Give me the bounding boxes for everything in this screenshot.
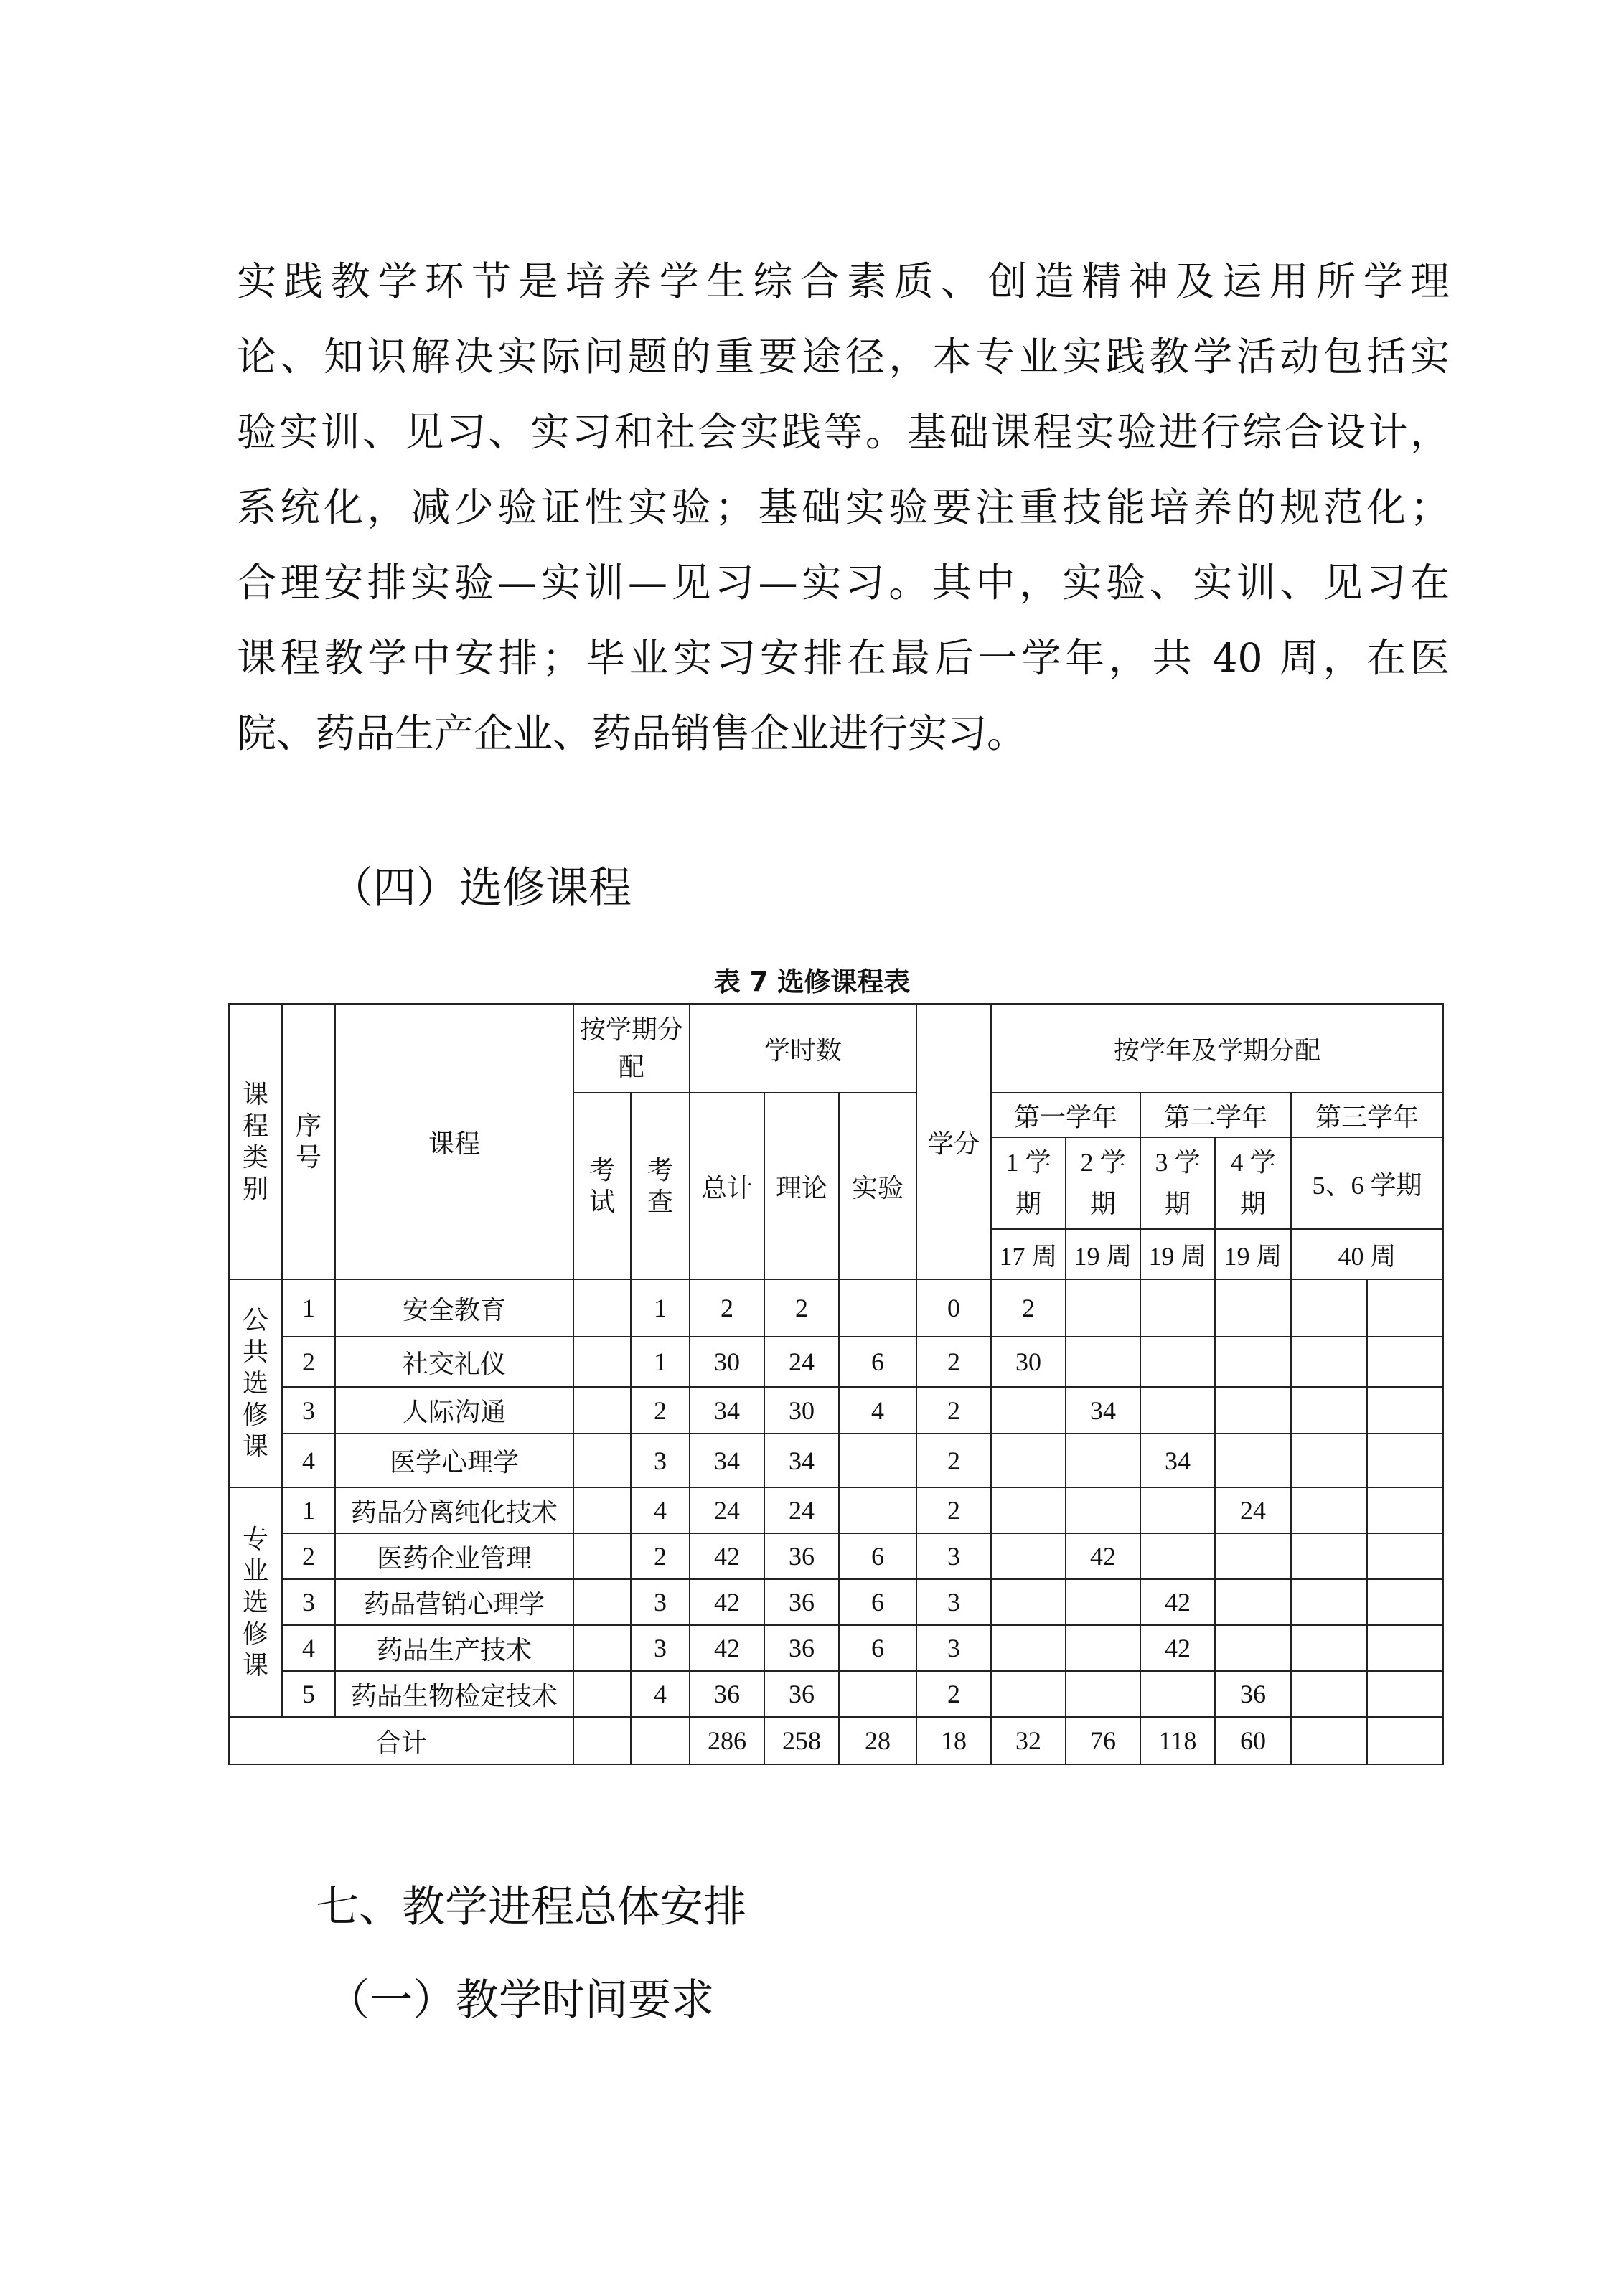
seq-cell: 3 (282, 1579, 335, 1625)
table-row (229, 1487, 1443, 1533)
header-weeks1: 17 周 (991, 1229, 1066, 1279)
term5-cell (1291, 1434, 1367, 1487)
exam-cell (573, 1533, 631, 1579)
header-course: 课程 (335, 1004, 573, 1279)
term3-cell (1140, 1387, 1215, 1434)
header-year2: 第二学年 (1140, 1093, 1291, 1137)
total-lab-cell: 28 (839, 1717, 916, 1764)
chapter-heading: 七、教学进程总体安排 (316, 1882, 746, 1932)
seq-cell: 1 (282, 1487, 335, 1533)
term2-cell (1066, 1279, 1140, 1337)
lab-cell: 6 (839, 1625, 916, 1671)
total-t3-cell: 118 (1140, 1717, 1215, 1764)
credit-cell: 3 (916, 1579, 991, 1625)
term3-cell (1140, 1279, 1215, 1337)
header-category: 课 程 类 别 (229, 1004, 282, 1279)
term6-cell (1367, 1579, 1443, 1625)
term4-cell (1215, 1434, 1291, 1487)
header-year-alloc: 按学年及学期分配 (991, 1004, 1443, 1093)
category-cell: 专 业 选 修 课 (229, 1487, 282, 1717)
intro-paragraph (237, 244, 1450, 771)
lab-cell (839, 1279, 916, 1337)
course-cell: 安全教育 (335, 1279, 573, 1337)
term1-cell: 2 (991, 1279, 1066, 1337)
category-cell: 公 共 选 修 课 (229, 1279, 282, 1487)
table-row (229, 1337, 1443, 1387)
check-cell: 2 (631, 1533, 690, 1579)
term6-cell (1367, 1533, 1443, 1579)
elective-course-table (228, 1003, 1444, 1765)
header-theory: 理论 (764, 1093, 839, 1279)
paragraph-line: 院、药品生产企业、药品销售企业进行实习。 (237, 710, 1027, 756)
term3-cell: 34 (1140, 1434, 1215, 1487)
exam-cell (573, 1579, 631, 1625)
term4-cell: 36 (1215, 1671, 1291, 1717)
term3-cell (1140, 1487, 1215, 1533)
header-term3: 3 学 期 (1140, 1137, 1215, 1229)
exam-cell (573, 1279, 631, 1337)
term3-cell (1140, 1533, 1215, 1579)
header-weeks2: 19 周 (1066, 1229, 1140, 1279)
check-cell: 4 (631, 1487, 690, 1533)
term1-cell (991, 1434, 1066, 1487)
term6-cell (1367, 1279, 1443, 1337)
total-row (229, 1717, 1443, 1764)
total-cell: 42 (690, 1533, 764, 1579)
term5-cell (1291, 1487, 1367, 1533)
term2-cell (1066, 1671, 1140, 1717)
paragraph-line: 合理安排实验—实训—见习—实习。其中，实验、实训、见习在 (237, 560, 1450, 606)
term3-cell: 42 (1140, 1579, 1215, 1625)
term4-cell (1215, 1337, 1291, 1387)
header-lab: 实验 (839, 1093, 916, 1279)
check-cell: 3 (631, 1434, 690, 1487)
term4-cell (1215, 1279, 1291, 1337)
term4-cell (1215, 1579, 1291, 1625)
term4-cell: 24 (1215, 1487, 1291, 1533)
term2-cell (1066, 1434, 1140, 1487)
exam-cell (573, 1625, 631, 1671)
theory-cell: 36 (764, 1625, 839, 1671)
header-term2: 2 学 期 (1066, 1137, 1140, 1229)
term3-cell: 42 (1140, 1625, 1215, 1671)
term4-cell (1215, 1625, 1291, 1671)
check-cell: 1 (631, 1337, 690, 1387)
seq-cell: 4 (282, 1625, 335, 1671)
total-t4-cell: 60 (1215, 1717, 1291, 1764)
credit-cell: 2 (916, 1434, 991, 1487)
theory-cell: 2 (764, 1279, 839, 1337)
total-total-cell: 286 (690, 1717, 764, 1764)
term2-cell (1066, 1579, 1140, 1625)
subsection-heading: （一）教学时间要求 (327, 1975, 714, 2026)
table-row (229, 1579, 1443, 1625)
course-cell: 人际沟通 (335, 1387, 573, 1434)
term1-cell (991, 1487, 1066, 1533)
term5-cell (1291, 1717, 1367, 1764)
total-cell: 24 (690, 1487, 764, 1533)
term3-cell (1140, 1337, 1215, 1387)
term5-cell (1291, 1579, 1367, 1625)
total-cell: 2 (690, 1279, 764, 1337)
theory-cell: 36 (764, 1671, 839, 1717)
header-credit: 学分 (916, 1004, 991, 1279)
exam-cell (573, 1717, 631, 1764)
header-term-alloc: 按学期分配 (573, 1004, 690, 1093)
header-term4: 4 学 期 (1215, 1137, 1291, 1229)
seq-cell: 3 (282, 1387, 335, 1434)
check-cell: 3 (631, 1579, 690, 1625)
credit-cell: 3 (916, 1625, 991, 1671)
paragraph-line: 论、知识解决实际问题的重要途径，本专业实践教学活动包括实 (237, 334, 1450, 380)
course-cell: 药品营销心理学 (335, 1579, 573, 1625)
total-t1-cell: 32 (991, 1717, 1066, 1764)
table-row (229, 1671, 1443, 1717)
total-cell: 34 (690, 1387, 764, 1434)
check-cell: 3 (631, 1625, 690, 1671)
header-weeks3: 19 周 (1140, 1229, 1215, 1279)
exam-cell (573, 1434, 631, 1487)
term2-cell (1066, 1625, 1140, 1671)
theory-cell: 24 (764, 1337, 839, 1387)
paragraph-line: 系统化，减少验证性实验；基础实验要注重技能培养的规范化； (237, 484, 1450, 530)
credit-cell: 2 (916, 1337, 991, 1387)
term3-cell (1140, 1671, 1215, 1717)
total-label-cell: 合计 (229, 1717, 573, 1764)
header-weeks56: 40 周 (1291, 1229, 1443, 1279)
lab-cell: 6 (839, 1337, 916, 1387)
exam-cell (573, 1487, 631, 1533)
seq-cell: 4 (282, 1434, 335, 1487)
term6-cell (1367, 1717, 1443, 1764)
seq-cell: 5 (282, 1671, 335, 1717)
header-check: 考 查 (631, 1093, 690, 1279)
exam-cell (573, 1387, 631, 1434)
lab-cell: 6 (839, 1579, 916, 1625)
term2-cell: 34 (1066, 1387, 1140, 1434)
total-cell: 34 (690, 1434, 764, 1487)
total-t2-cell: 76 (1066, 1717, 1140, 1764)
term5-cell (1291, 1279, 1367, 1337)
header-weeks4: 19 周 (1215, 1229, 1291, 1279)
header-total: 总计 (690, 1093, 764, 1279)
total-theory-cell: 258 (764, 1717, 839, 1764)
term5-cell (1291, 1387, 1367, 1434)
header-hours: 学时数 (690, 1004, 916, 1093)
course-cell: 社交礼仪 (335, 1337, 573, 1387)
paragraph-line: 实践教学环节是培养学生综合素质、创造精神及运用所学理 (237, 258, 1450, 304)
header-seq: 序 号 (282, 1004, 335, 1279)
seq-cell: 1 (282, 1279, 335, 1337)
section-heading-electives: （四）选修课程 (330, 863, 632, 913)
term2-cell (1066, 1487, 1140, 1533)
header-year3: 第三学年 (1291, 1093, 1443, 1137)
term1-cell (991, 1671, 1066, 1717)
lab-cell (839, 1671, 916, 1717)
header-exam: 考 试 (573, 1093, 631, 1279)
exam-cell (573, 1337, 631, 1387)
check-cell: 4 (631, 1671, 690, 1717)
theory-cell: 36 (764, 1579, 839, 1625)
term1-cell: 30 (991, 1337, 1066, 1387)
term4-cell (1215, 1533, 1291, 1579)
paragraph-line: 课程教学中安排；毕业实习安排在最后一学年，共 40 周，在医 (237, 635, 1450, 681)
theory-cell: 30 (764, 1387, 839, 1434)
term5-cell (1291, 1625, 1367, 1671)
theory-cell: 36 (764, 1533, 839, 1579)
credit-cell: 2 (916, 1487, 991, 1533)
course-cell: 医药企业管理 (335, 1533, 573, 1579)
header-term56: 5、6 学期 (1291, 1137, 1443, 1229)
credit-cell: 2 (916, 1387, 991, 1434)
lab-cell: 6 (839, 1533, 916, 1579)
term6-cell (1367, 1434, 1443, 1487)
term2-cell: 42 (1066, 1533, 1140, 1579)
total-cell: 30 (690, 1337, 764, 1387)
term6-cell (1367, 1487, 1443, 1533)
total-cell: 42 (690, 1579, 764, 1625)
seq-cell: 2 (282, 1337, 335, 1387)
seq-cell: 2 (282, 1533, 335, 1579)
credit-cell: 3 (916, 1533, 991, 1579)
table-row (229, 1625, 1443, 1671)
term1-cell (991, 1579, 1066, 1625)
course-cell: 药品生产技术 (335, 1625, 573, 1671)
term6-cell (1367, 1337, 1443, 1387)
table-row (229, 1279, 1443, 1337)
term6-cell (1367, 1387, 1443, 1434)
total-credit-cell: 18 (916, 1717, 991, 1764)
table-caption: 表 7 选修课程表 (713, 966, 911, 997)
theory-cell: 34 (764, 1434, 839, 1487)
term5-cell (1291, 1533, 1367, 1579)
header-term1: 1 学 期 (991, 1137, 1066, 1229)
term6-cell (1367, 1625, 1443, 1671)
paragraph-line: 验实训、见习、实习和社会实践等。基础课程实验进行综合设计， (237, 409, 1450, 455)
check-cell: 1 (631, 1279, 690, 1337)
table-row (229, 1434, 1443, 1487)
table-row (229, 1533, 1443, 1579)
check-cell (631, 1717, 690, 1764)
term1-cell (991, 1625, 1066, 1671)
theory-cell: 24 (764, 1487, 839, 1533)
header-year1: 第一学年 (991, 1093, 1140, 1137)
term5-cell (1291, 1337, 1367, 1387)
course-cell: 药品分离纯化技术 (335, 1487, 573, 1533)
table-row (229, 1387, 1443, 1434)
credit-cell: 2 (916, 1671, 991, 1717)
lab-cell (839, 1487, 916, 1533)
term5-cell (1291, 1671, 1367, 1717)
lab-cell: 4 (839, 1387, 916, 1434)
term1-cell (991, 1533, 1066, 1579)
term4-cell (1215, 1387, 1291, 1434)
term6-cell (1367, 1671, 1443, 1717)
course-cell: 医学心理学 (335, 1434, 573, 1487)
term1-cell (991, 1387, 1066, 1434)
lab-cell (839, 1434, 916, 1487)
total-cell: 42 (690, 1625, 764, 1671)
term2-cell (1066, 1337, 1140, 1387)
credit-cell: 0 (916, 1279, 991, 1337)
check-cell: 2 (631, 1387, 690, 1434)
exam-cell (573, 1671, 631, 1717)
total-cell: 36 (690, 1671, 764, 1717)
course-cell: 药品生物检定技术 (335, 1671, 573, 1717)
